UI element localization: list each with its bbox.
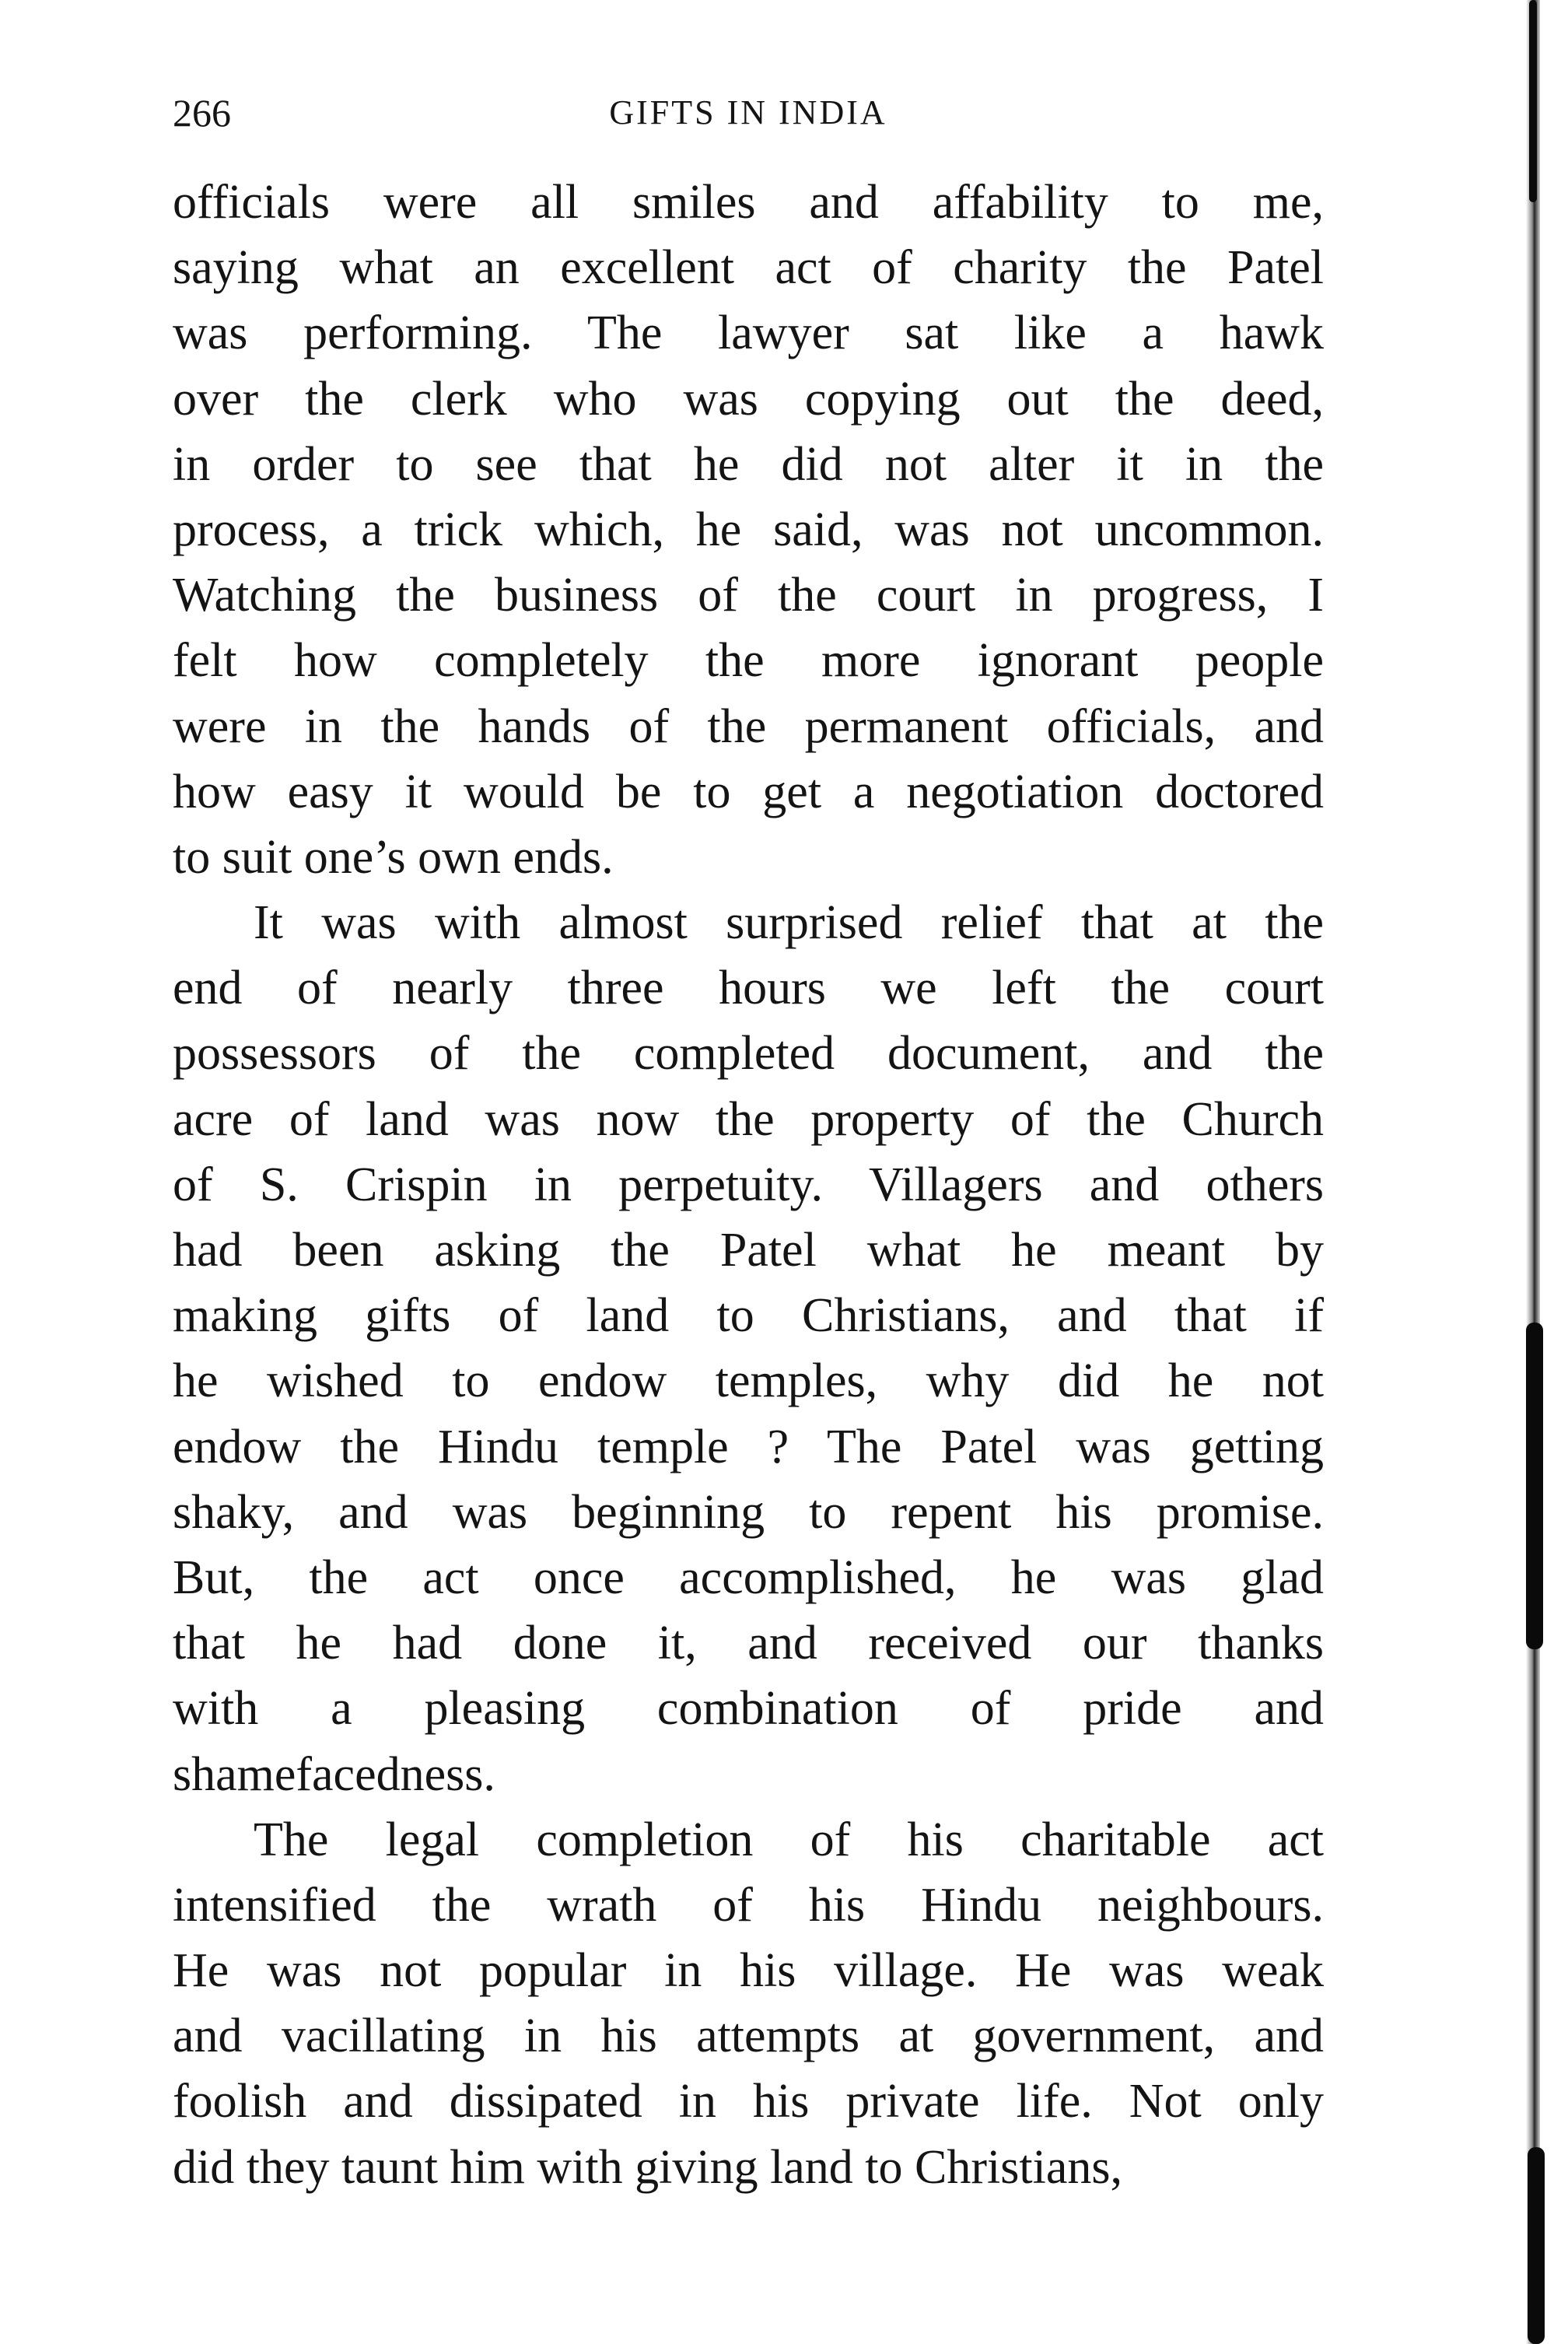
text-line: of S. Crispin in perpetuity. Villagers and others bbox=[173, 1158, 1324, 1211]
text-line: over the clerk who was copying out the deed, bbox=[173, 372, 1324, 426]
paragraph bbox=[173, 170, 1324, 890]
text-line: was performing. The lawyer sat like a hawk bbox=[173, 307, 1324, 360]
text-line: shamefacedness. bbox=[173, 1747, 495, 1801]
page-spine-shadow bbox=[1526, 1323, 1543, 1649]
text-line: making gifts of land to Christians, and that if bbox=[173, 1289, 1324, 1343]
text-line: shaky, and was beginning to repent his promise. bbox=[173, 1485, 1324, 1539]
page-spine-edge bbox=[1526, 0, 1540, 2344]
page-spine-shadow bbox=[1529, 0, 1537, 202]
body-text bbox=[173, 170, 1324, 2200]
text-line: were in the hands of the permanent officials, and bbox=[173, 699, 1324, 753]
text-line: in order to see that he did not alter it in the bbox=[173, 437, 1324, 491]
text-line: how easy it would be to get a negotiation doctored bbox=[173, 765, 1324, 818]
text-line: endow the Hindu temple ? The Patel was getting bbox=[173, 1420, 1324, 1473]
text-line: had been asking the Patel what he meant by bbox=[173, 1224, 1324, 1277]
paragraph bbox=[173, 1807, 1324, 2200]
text-line: process, a trick which, he said, was not uncommon. bbox=[173, 503, 1324, 556]
text-line: The legal completion of his charitable act bbox=[254, 1813, 1324, 1866]
text-line: possessors of the completed document, and the bbox=[173, 1027, 1324, 1081]
text-line: he wished to endow temples, why did he not bbox=[173, 1354, 1324, 1408]
text-line: acre of land was now the property of the Church bbox=[173, 1092, 1324, 1146]
text-line: Watching the business of the court in progress, I bbox=[173, 569, 1324, 622]
text-line: foolish and dissipated in his private life. Not only bbox=[173, 2075, 1324, 2129]
text-line: intensified the wrath of his Hindu neighbours. bbox=[173, 1878, 1324, 1932]
text-line: to suit one’s own ends. bbox=[173, 830, 614, 884]
paragraph bbox=[173, 890, 1324, 1807]
text-line: saying what an excellent act of charity the Patel bbox=[173, 241, 1324, 295]
running-head bbox=[173, 86, 1324, 140]
text-line: It was with almost surprised relief that at the bbox=[254, 896, 1324, 950]
page-spine-shadow bbox=[1528, 2147, 1545, 2344]
text-line: But, the act once accomplished, he was glad bbox=[173, 1550, 1324, 1604]
text-line: end of nearly three hours we left the court bbox=[173, 962, 1324, 1015]
running-title: GIFTS IN INDIA bbox=[609, 93, 887, 131]
text-line: with a pleasing combination of pride and bbox=[173, 1682, 1324, 1736]
text-line: that he had done it, and received our thanks bbox=[173, 1617, 1324, 1670]
text-line: and vacillating in his attempts at government, and bbox=[173, 2009, 1324, 2063]
text-line: did they taunt him with giving land to Christians, bbox=[173, 2140, 1122, 2194]
text-line: felt how completely the more ignorant people bbox=[173, 634, 1324, 688]
text-line: He was not popular in his village. He was weak bbox=[173, 1944, 1324, 1998]
text-line: officials were all smiles and affability to me, bbox=[173, 176, 1324, 229]
page-number: 266 bbox=[173, 91, 231, 135]
